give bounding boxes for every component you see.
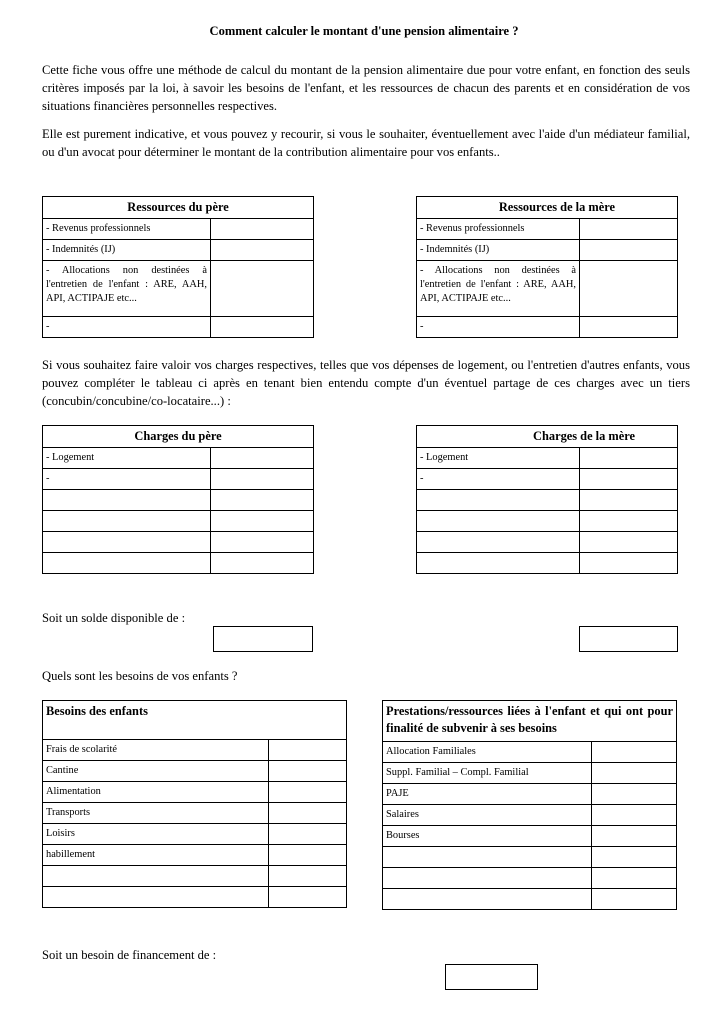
row-label: - Allocations non destinées à l'entretien de l'enfant : ARE, AAH, API, ACTIPAJE etc... [417,261,580,317]
amount-cell[interactable] [592,784,677,805]
table-row [43,448,314,469]
table-row [43,740,347,761]
table-row [43,553,314,574]
amount-cell[interactable] [211,219,314,240]
needs-question: Quels sont les besoins de vos enfants ? [42,669,238,683]
amount-cell[interactable] [580,532,678,553]
row-label[interactable] [383,847,592,868]
table-row [417,261,678,317]
amount-cell[interactable] [211,448,314,469]
table-row [43,845,347,866]
amount-cell[interactable] [592,868,677,889]
table-row [383,889,677,910]
amount-cell[interactable] [269,824,347,845]
benefits-heading: Prestations/ressources liées à l'enfant et qui ont pour finalité de subvenir à ses besoins [383,701,677,742]
father-resources-table [42,196,314,338]
intro-paragraph-2: Elle est purement indicative, et vous pouvez y recourir, si vous le souhaiter, éventuellement avec l'aide d'un médiateur familial, ou d'un avocat pour déterminer le montant de la contribution alimentaire pour vos enfants.. [42,127,690,159]
table-row [43,782,347,803]
page-title: Comment calculer le montant d'une pension alimentaire ? [209,24,519,38]
needs-table [42,700,347,908]
row-label[interactable] [417,532,580,553]
amount-cell[interactable] [269,845,347,866]
row-label: - Revenus professionnels [43,219,211,240]
table-row [417,448,678,469]
row-label: - Allocations non destinées à l'entretien de l'enfant : ARE, AAH, API, ACTIPAJE etc... [43,261,211,317]
table-row [43,317,314,338]
amount-cell[interactable] [211,261,314,317]
table-row [43,261,314,317]
row-label[interactable] [43,490,211,511]
row-label: Bourses [383,826,592,847]
amount-cell[interactable] [592,826,677,847]
solde-label: Soit un solde disponible de : [42,611,186,625]
amount-cell[interactable] [269,740,347,761]
row-label: Allocation Familiales [383,742,592,763]
row-label[interactable] [43,866,269,887]
table-row [43,219,314,240]
table-row [43,469,314,490]
row-label: - [417,317,580,338]
amount-cell[interactable] [580,317,678,338]
amount-cell[interactable] [580,511,678,532]
table-row [43,887,347,908]
table-row [383,805,677,826]
row-label: - Logement [417,448,580,469]
amount-cell[interactable] [580,469,678,490]
amount-cell[interactable] [592,742,677,763]
mother-resources-heading: Ressources de la mère [417,197,678,219]
table-row [417,553,678,574]
financing-box[interactable] [445,964,538,990]
row-label: habillement [43,845,269,866]
table-row [43,824,347,845]
amount-cell[interactable] [580,448,678,469]
row-label: Transports [43,803,269,824]
table-row [383,742,677,763]
amount-cell[interactable] [580,219,678,240]
row-label: PAJE [383,784,592,805]
table-row [417,490,678,511]
row-label: Cantine [43,761,269,782]
row-label: - Revenus professionnels [417,219,580,240]
row-label: - Indemnités (IJ) [43,240,211,261]
row-label[interactable] [417,490,580,511]
table-row [383,868,677,889]
amount-cell[interactable] [211,490,314,511]
table-row [383,847,677,868]
table-row [43,761,347,782]
father-charges-heading: Charges du père [43,426,314,448]
row-label: Loisirs [43,824,269,845]
row-label[interactable] [43,553,211,574]
table-row [383,826,677,847]
amount-cell[interactable] [580,261,678,317]
mother-charges-heading: Charges de la mère [417,426,678,448]
father-resources-heading: Ressources du père [43,197,314,219]
amount-cell[interactable] [592,763,677,784]
amount-cell[interactable] [211,532,314,553]
row-label[interactable] [383,889,592,910]
amount-cell[interactable] [592,889,677,910]
row-label: - [43,469,211,490]
benefits-table [382,700,677,910]
table-row [43,803,347,824]
table-row [43,490,314,511]
row-label[interactable] [417,511,580,532]
amount-cell[interactable] [269,866,347,887]
row-label: - [417,469,580,490]
intro-paragraph-1: Cette fiche vous offre une méthode de calcul du montant de la pension alimentaire due pour votre enfant, en fonction des seuls critères imposés par la loi, à savoir les besoins de l'enfant, et les ressources de chacun des parents et en considération de vos situations financières personnelles respectives. [42,63,690,113]
row-label: Salaires [383,805,592,826]
table-row [383,763,677,784]
mother-solde-box[interactable] [579,626,678,652]
table-row [417,532,678,553]
table-row [43,240,314,261]
amount-cell[interactable] [211,469,314,490]
amount-cell[interactable] [580,240,678,261]
amount-cell[interactable] [269,782,347,803]
table-row [43,511,314,532]
mother-resources-table [416,196,678,338]
row-label: - Indemnités (IJ) [417,240,580,261]
amount-cell[interactable] [211,240,314,261]
row-label: Suppl. Familial – Compl. Familial [383,763,592,784]
amount-cell[interactable] [269,803,347,824]
table-row [43,532,314,553]
amount-cell[interactable] [580,553,678,574]
amount-cell[interactable] [211,317,314,338]
table-row [43,866,347,887]
father-charges-table [42,425,314,574]
table-row [383,784,677,805]
table-row [417,219,678,240]
amount-cell[interactable] [211,553,314,574]
amount-cell[interactable] [269,761,347,782]
amount-cell[interactable] [592,805,677,826]
row-label[interactable] [417,553,580,574]
financing-label: Soit un besoin de financement de : [42,948,217,962]
row-label: Alimentation [43,782,269,803]
row-label[interactable] [43,511,211,532]
amount-cell[interactable] [269,887,347,908]
table-row [417,240,678,261]
row-label[interactable] [383,868,592,889]
charges-intro-paragraph: Si vous souhaitez faire valoir vos charges respectives, telles que vos dépenses de logement, ou l'entretien d'autres enfants, vous pouvez compléter le tableau ci après en tenant bien entendu compte d'un éventuel partage de ces charges avec un tiers (concubin/concubine/co-locataire...) : [42,358,690,408]
mother-charges-table [416,425,678,574]
row-label: Frais de scolarité [43,740,269,761]
table-row [417,317,678,338]
row-label[interactable] [43,887,269,908]
amount-cell[interactable] [211,511,314,532]
table-row [417,469,678,490]
father-solde-box[interactable] [213,626,313,652]
row-label[interactable] [43,532,211,553]
amount-cell[interactable] [580,490,678,511]
amount-cell[interactable] [592,847,677,868]
needs-heading: Besoins des enfants [43,701,347,740]
row-label: - Logement [43,448,211,469]
row-label: - [43,317,211,338]
table-row [417,511,678,532]
